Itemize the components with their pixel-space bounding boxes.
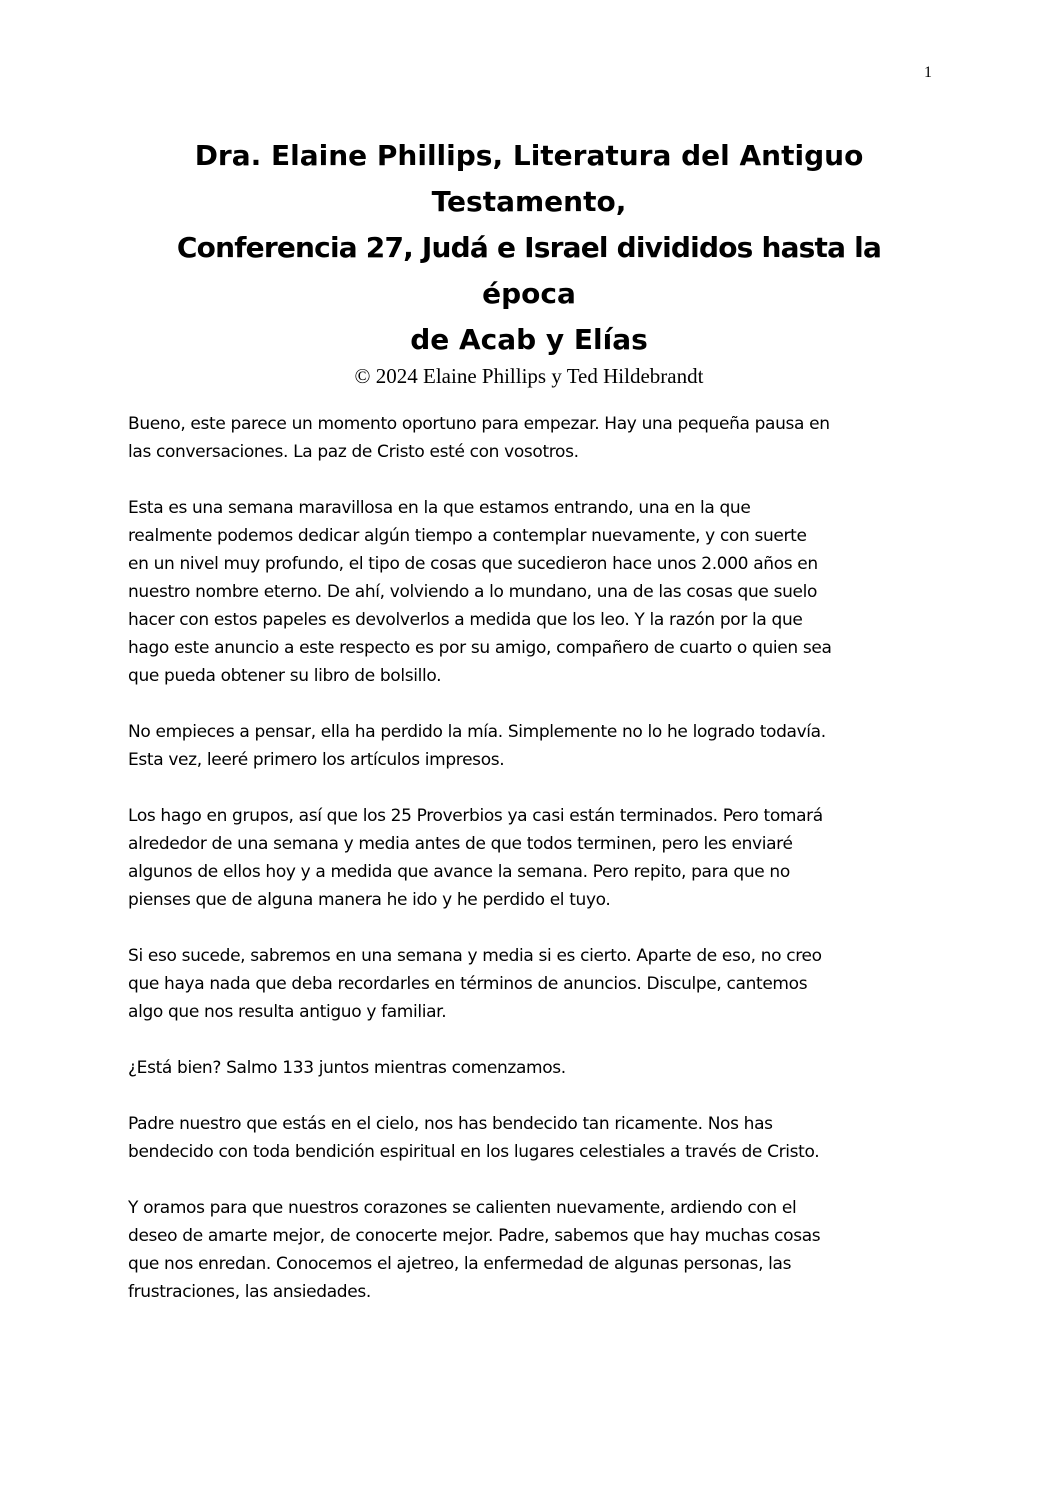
body-text	[128, 410, 938, 1334]
paragraph-line: No empieces a pensar, ella ha perdido la mía. Simplemente no lo he logrado todavía.	[128, 722, 826, 742]
paragraph-line: algunos de ellos hoy y a medida que avance la semana. Pero repito, para que no	[128, 862, 790, 882]
paragraph	[128, 942, 938, 1026]
paragraph	[128, 1194, 938, 1306]
title-line-1: Dra. Elaine Phillips, Literatura del Antiguo	[194, 139, 864, 172]
title-line-3: Conferencia 27, Judá e Israel divididos hasta la	[176, 231, 882, 264]
paragraph	[128, 718, 938, 774]
paragraph-line: realmente podemos dedicar algún tiempo a contemplar nuevamente, y con suerte	[128, 526, 807, 546]
paragraph	[128, 1054, 938, 1082]
paragraph-line: nuestro nombre eterno. De ahí, volviendo a lo mundano, una de las cosas que suelo	[128, 582, 818, 602]
paragraph-line: Esta vez, leeré primero los artículos impresos.	[128, 750, 505, 770]
paragraph-line: Y oramos para que nuestros corazones se calienten nuevamente, ardiendo con el	[128, 1198, 797, 1218]
paragraph-line: que pueda obtener su libro de bolsillo.	[128, 666, 442, 686]
paragraph-line: algo que nos resulta antiguo y familiar.	[128, 1002, 447, 1022]
paragraph-line: Padre nuestro que estás en el cielo, nos has bendecido tan ricamente. Nos has	[128, 1114, 773, 1134]
paragraph-line: que nos enredan. Conocemos el ajetreo, la enfermedad de algunas personas, las	[128, 1254, 792, 1274]
paragraph-line: Si eso sucede, sabremos en una semana y media si es cierto. Aparte de eso, no creo	[128, 946, 822, 966]
paragraph-line: en un nivel muy profundo, el tipo de cosas que sucedieron hace unos 2.000 años en	[128, 554, 818, 574]
paragraph-line: hago este anuncio a este respecto es por su amigo, compañero de cuarto o quien sea	[128, 638, 832, 658]
page-number: 1	[924, 64, 932, 81]
paragraph-line: frustraciones, las ansiedades.	[128, 1282, 371, 1302]
paragraph-line: Los hago en grupos, así que los 25 Proverbios ya casi están terminados. Pero tomará	[128, 806, 823, 826]
paragraph-line: alrededor de una semana y media antes de que todos terminen, pero les enviaré	[128, 834, 793, 854]
title-line-5: de Acab y Elías	[410, 323, 648, 356]
paragraph	[128, 494, 938, 690]
paragraph-line: bendecido con toda bendición espiritual en los lugares celestiales a través de Cristo.	[128, 1142, 820, 1162]
paragraph-line: deseo de amarte mejor, de conocerte mejor. Padre, sabemos que hay muchas cosas	[128, 1226, 821, 1246]
paragraph-line: las conversaciones. La paz de Cristo esté con vosotros.	[128, 442, 579, 462]
title-line-2: Testamento,	[431, 185, 627, 218]
paragraph-line: que haya nada que deba recordarles en términos de anuncios. Disculpe, cantemos	[128, 974, 808, 994]
paragraph-line: pienses que de alguna manera he ido y he perdido el tuyo.	[128, 890, 611, 910]
paragraph	[128, 802, 938, 914]
paragraph-line: ¿Está bien? Salmo 133 juntos mientras comenzamos.	[128, 1058, 566, 1078]
paragraph	[128, 410, 938, 466]
paragraph-line: Bueno, este parece un momento oportuno para empezar. Hay una pequeña pausa en	[128, 414, 830, 434]
copyright-line: © 2024 Elaine Phillips y Ted Hildebrandt	[354, 364, 704, 388]
paragraph-line: Esta es una semana maravillosa en la que estamos entrando, una en la que	[128, 498, 751, 518]
title-block	[128, 133, 930, 389]
paragraph-line: hacer con estos papeles es devolverlos a medida que los leo. Y la razón por la que	[128, 610, 803, 630]
title-line-4: época	[482, 277, 576, 310]
paragraph	[128, 1110, 938, 1166]
